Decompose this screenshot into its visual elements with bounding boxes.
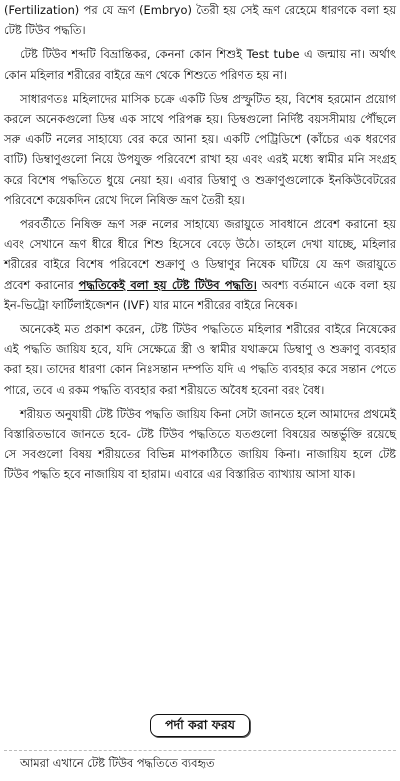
document-body — [4, 0, 396, 489]
ivf-text-after: অবশ্য বর্তমানে একে বলা হয় ইন-ভিট্রো ফার্টিলাইজেশন (IVF) যার মানে শরীরের বাইরে নিষেক। — [4, 277, 396, 312]
paragraph-continuation: আমরা এখানে টেষ্ট টিউব পদ্ধতিতে ব্যবহৃত — [4, 750, 396, 773]
document-page — [4, 0, 396, 781]
paragraph-test-tube-misleading: টেষ্ট টিউব শব্দটি বিভ্রান্তিকর, কেননা কোন শিশুই Test tube এ জন্মায় না। অর্থাৎ কোন মহিলার শরীরের বাইরে ভ্রূণ থেকে শিশুতে পরিণত হয় না। — [4, 47, 396, 82]
paragraph-opinions: অনেকেই মত প্রকাশ করেন, টেষ্ট টিউব পদ্ধতিতে মহিলার শরীরের বাইরে নিষেকের এই পদ্ধতি জায়িয হবে, যদি সেক্ষেত্রে স্ত্রী ও স্বামীর যথাক্রমে ডিম্বাণু ও শুক্রাণু ব্যবহার করা হয়। তাদের ধারণা কোন নিঃসন্তান দম্পতি যদি এ পদ্ধতি ব্যবহার করে সন্তান পেতে পারে, তবে এ রকম পদ্ধতি ব্যবহার করা শরীয়তে অবৈধ হবেনা বরং বৈধ। — [4, 322, 396, 397]
paragraph-sharia-ruling: শরীয়ত অনুযায়ী টেষ্ট টিউব পদ্ধতি জায়িয কিনা সেটা জানতে হলে আমাদের প্রথমেই বিস্তারিতভাবে জানতে হবে- টেষ্ট টিউব পদ্ধতিতে যতগুলো বিষয়ের অন্তর্ভুক্তি রয়েছে সে সবগুলো বিষয় শরীয়তের বিভিন্ন মাপকাঠিতে জায়িয কিনা। নাজায়িয হলে টেষ্ট টিউব পদ্ধতি হবে নাজায়িয বা হারাম। এবারে এর বিস্তারিত ব্যাখ্যায় আসা যাক। — [4, 406, 396, 482]
section-heading-wrap — [4, 714, 396, 737]
paragraph-fertilization: (Fertilization) পর যে ভ্রূণ (Embryo) তৈরী হয় সেই ভ্রূণ রেহেমে ধারণকে বলা হয় টেষ্ট টিউব পদ্ধতি। — [4, 3, 396, 38]
paragraph-ivf-definition — [4, 214, 396, 315]
section-heading: পর্দা করা ফরয — [150, 714, 250, 737]
ivf-text-before: পরবর্তীতে নিষিক্ত ভ্রূণ সরু নলের সাহায্যে জরায়ুতে সাবধানে প্রবেশ করানো হয় এবং সেখানে ভ্রূণ ধীরে ধীরে শিশু হিসেবে বেড়ে উঠে। তাহলে দেখা যাচ্ছে, মহিলার শরীরের বাইরে বিশেষ পরিবেশে শুক্রাণু ও ডিম্বাণুর নিষেক ঘটিয়ে যে ভ্রূণ জরায়ুতে প্রবেশ করানোর — [4, 217, 396, 292]
paragraph-procedure: সাধারণতঃ মহিলাদের মাসিক চক্রে একটি ডিম্ব প্রস্ফুটিত হয়, বিশেষ হরমোন প্রয়োগ করলে অনেকগুলো ডিম্ব এক সাথে পরিপক্ক হয়। ডিম্বগুলো নির্দিষ্ট বয়সসীমায় পৌঁছলে সরু একটি নলের সাহায্যে বের করে আনা হয়। একটি পেট্রিডিশে (কাঁচের এক ধরণের বাটি) ডিম্বাণুগুলো নিয়ে উপযুক্ত পরিবেশে রাখা হয় এবং এরই মধ্যে স্বামীর মনি সংগ্রহ করে বিশেষ পদ্ধতিতে ধুয়ে নেয়া হয়। এবার ডিম্বাণু ও শুক্রাণুগুলোকে ইনকিউবেটরের পরিবেশে কয়েকদিন রেখে দিলে নিষিক্ত ভ্রূণ তৈরী হয়। — [4, 91, 396, 207]
ivf-bold-definition: পদ্ধতিকেই বলা হয় টেষ্ট টিউব পদ্ধতি। — [78, 277, 257, 292]
